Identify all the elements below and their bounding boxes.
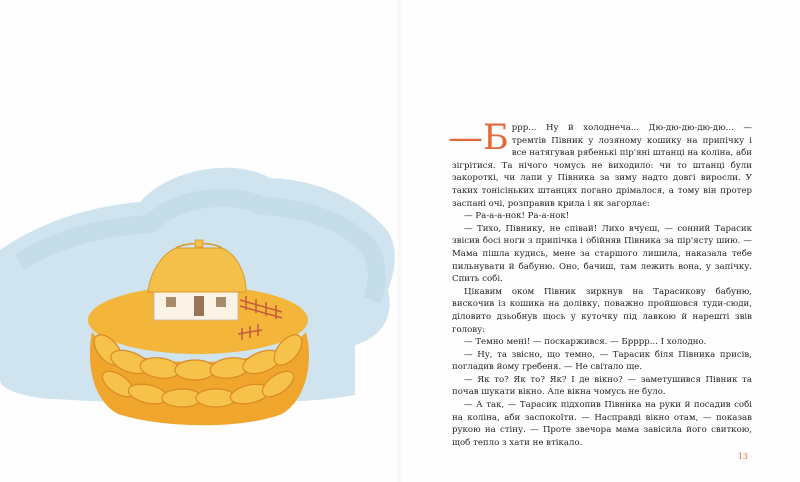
paragraph-8: — А так, — Тарасик підхопив Півника на руки й посадив собі на коліна, аби заспокоїти. — Насправді вікно отам, — показав рукою на стіну. — Проте звечора мама завісила його свиткою, щоб тепло з хати не втікало.: [452, 400, 752, 448]
house-window-right: [216, 297, 226, 307]
paragraph-3: — Тихо, Півнику, не співай! Лихо вчуєш, — сонний Тарасик звісив босі ноги з припічка і обійняв Півника за пір'ясту шию. — Мама пішла кудись, мене за старшого лишила, наказала тебе пильнувати й бабуню. Оно, бачиш, там лежить вона, у запічку. Спить собі.: [452, 223, 752, 285]
paragraph-6: — Ну, та звісно, що темно, — Тарасик біля Півника присів, погладив йому гребеня. — Не світало ще.: [452, 349, 752, 373]
paragraph-7: — Як то? Як то? Як? І де вікно? — заметушився Півник та почав шукати вікно. Але вікна чомусь не було.: [452, 374, 752, 398]
paragraph-2: — Ра-а-а-нок! Ра-а-нок!: [464, 211, 570, 222]
paragraph-1: —Б ррр... Ну й холоднеча... Дю-дю-дю-дю-дю... — тремтів Півник у лозяному кошику на припічку і все натягував рябенькі пір'яні штанці на коліна, аби зігрітися. Та нічого чомусь не виходило: чи то штанці були закороткі, чи лапи у Півника за зиму надто довгі виросли. У таких тонісіньких штанцях погано дрімалося, а тому він протер заспані очі, розправив крила і як загорлає:: [448, 118, 753, 209]
house-window-left: [166, 297, 176, 307]
house-door: [194, 296, 204, 316]
chimney: [195, 240, 203, 247]
right-page: [404, 0, 800, 482]
paragraph-5: — Темно мені! — поскаржився. — Брррр... І холодно.: [464, 337, 707, 348]
paragraph-4: Цікавим оком Півник зиркнув на Тарасикову бабуню, вискочив із кошика на долівку, поважно пройшовся туди-сюди, діловито дзьобнув щось у куточку під лавкою й нарешті звів голову:: [452, 286, 752, 335]
story-text: [448, 118, 753, 449]
drop-cap: —Б: [448, 118, 509, 158]
page-number: 13: [737, 452, 748, 461]
